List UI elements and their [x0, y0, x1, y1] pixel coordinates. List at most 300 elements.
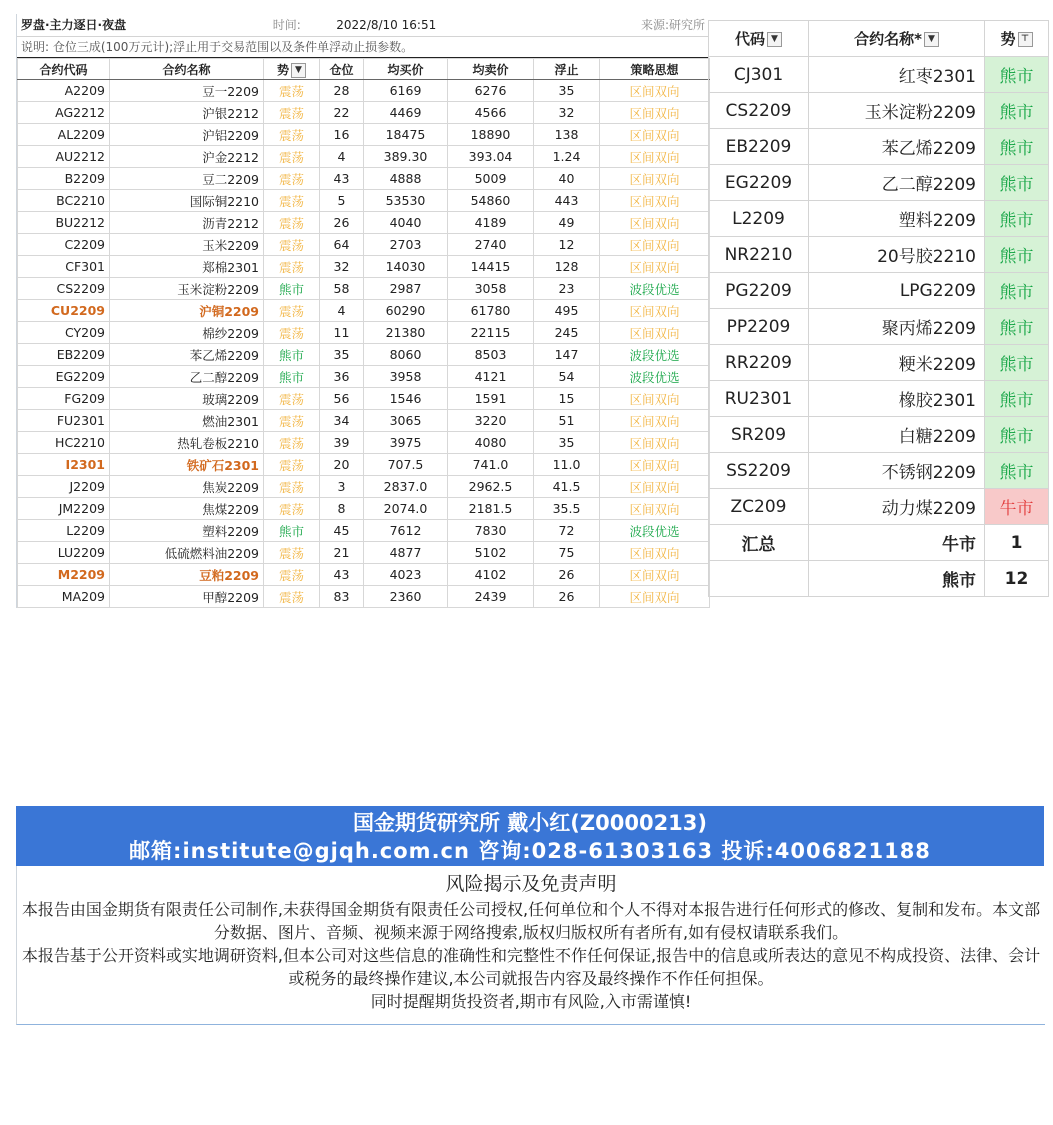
trend-row[interactable]	[709, 93, 1049, 129]
cell-float-stop[interactable]: 54	[534, 366, 600, 388]
cell-code[interactable]: JM2209	[18, 498, 110, 520]
table-row[interactable]	[18, 256, 710, 278]
trend-cell-trend[interactable]: 熊市	[985, 93, 1049, 129]
table-row[interactable]	[18, 212, 710, 234]
cell-avg-buy[interactable]: 3958	[364, 366, 448, 388]
cell-float-stop[interactable]: 41.5	[534, 476, 600, 498]
cell-name[interactable]: 豆粕2209	[110, 564, 264, 586]
cell-avg-sell[interactable]: 14415	[448, 256, 534, 278]
trend-cell-name[interactable]: 白糖2209	[809, 417, 985, 453]
trend-cell-code[interactable]: RR2209	[709, 345, 809, 381]
cell-strategy[interactable]: 波段优选	[600, 366, 710, 388]
cell-code[interactable]: B2209	[18, 168, 110, 190]
cell-strategy[interactable]: 区间双向	[600, 388, 710, 410]
cell-strategy[interactable]: 区间双向	[600, 498, 710, 520]
cell-trend[interactable]: 震荡	[264, 124, 320, 146]
cell-float-stop[interactable]: 35.5	[534, 498, 600, 520]
cell-float-stop[interactable]: 15	[534, 388, 600, 410]
trend-cell-name[interactable]: 粳米2209	[809, 345, 985, 381]
cell-code[interactable]: A2209	[18, 80, 110, 102]
trend-cell-name[interactable]: 苯乙烯2209	[809, 129, 985, 165]
cell-position[interactable]: 58	[320, 278, 364, 300]
cell-trend[interactable]: 震荡	[264, 542, 320, 564]
cell-avg-sell[interactable]: 1591	[448, 388, 534, 410]
cell-trend[interactable]: 震荡	[264, 256, 320, 278]
cell-position[interactable]: 4	[320, 300, 364, 322]
table-row[interactable]	[18, 366, 710, 388]
table-row[interactable]	[18, 564, 710, 586]
cell-strategy[interactable]: 区间双向	[600, 410, 710, 432]
cell-trend[interactable]: 震荡	[264, 388, 320, 410]
trend-row[interactable]	[709, 57, 1049, 93]
col-header-trend[interactable]	[264, 59, 320, 80]
trend-cell-code[interactable]: PG2209	[709, 273, 809, 309]
cell-avg-sell[interactable]: 4121	[448, 366, 534, 388]
trend-cell-code[interactable]: EB2209	[709, 129, 809, 165]
cell-position[interactable]: 43	[320, 168, 364, 190]
trend-cell-code[interactable]: SR209	[709, 417, 809, 453]
trend-cell-name[interactable]: 橡胶2301	[809, 381, 985, 417]
cell-avg-sell[interactable]: 5102	[448, 542, 534, 564]
cell-trend[interactable]: 震荡	[264, 432, 320, 454]
cell-avg-sell[interactable]: 5009	[448, 168, 534, 190]
cell-trend[interactable]: 熊市	[264, 278, 320, 300]
cell-code[interactable]: AL2209	[18, 124, 110, 146]
cell-avg-buy[interactable]: 14030	[364, 256, 448, 278]
disclaimer-warning: 同时提醒期货投资者,期市有风险,入市需谨慎!	[370, 992, 692, 1011]
cell-avg-sell[interactable]: 22115	[448, 322, 534, 344]
cell-strategy[interactable]: 区间双向	[600, 322, 710, 344]
cell-trend[interactable]: 震荡	[264, 564, 320, 586]
cell-name[interactable]: 低硫燃料油2209	[110, 542, 264, 564]
trend-row[interactable]	[709, 237, 1049, 273]
cell-name[interactable]: 沥青2212	[110, 212, 264, 234]
col-header-avg-buy[interactable]: 均买价	[364, 59, 448, 80]
cell-float-stop[interactable]: 26	[534, 586, 600, 608]
trend-table-body	[709, 57, 1049, 597]
cell-position[interactable]: 4	[320, 146, 364, 168]
cell-strategy[interactable]: 区间双向	[600, 102, 710, 124]
trend-cell-trend[interactable]: 熊市	[985, 309, 1049, 345]
trend-cell-trend[interactable]: 熊市	[985, 237, 1049, 273]
col-header-position[interactable]: 仓位	[320, 59, 364, 80]
source-label: 来源:研究所	[640, 18, 705, 32]
table-row[interactable]	[18, 388, 710, 410]
cell-avg-sell[interactable]: 4102	[448, 564, 534, 586]
cell-strategy[interactable]: 区间双向	[600, 234, 710, 256]
cell-float-stop[interactable]: 147	[534, 344, 600, 366]
cell-avg-sell[interactable]: 54860	[448, 190, 534, 212]
trend-cell-code[interactable]: L2209	[709, 201, 809, 237]
table-row[interactable]	[18, 520, 710, 542]
col-header-float-stop[interactable]: 浮止	[534, 59, 600, 80]
cell-code[interactable]: LU2209	[18, 542, 110, 564]
cell-name[interactable]: 焦煤2209	[110, 498, 264, 520]
trend-cell-trend[interactable]: 熊市	[985, 201, 1049, 237]
table-row[interactable]	[18, 146, 710, 168]
col-header-avg-sell[interactable]: 均卖价	[448, 59, 534, 80]
cell-code[interactable]: EG2209	[18, 366, 110, 388]
cell-position[interactable]: 28	[320, 80, 364, 102]
cell-float-stop[interactable]: 443	[534, 190, 600, 212]
table-row[interactable]	[18, 168, 710, 190]
cell-float-stop[interactable]: 72	[534, 520, 600, 542]
cell-avg-buy[interactable]: 4469	[364, 102, 448, 124]
cell-avg-buy[interactable]: 3975	[364, 432, 448, 454]
cell-code[interactable]: FG209	[18, 388, 110, 410]
trend-row[interactable]	[709, 165, 1049, 201]
cell-trend[interactable]: 震荡	[264, 80, 320, 102]
cell-name[interactable]: 苯乙烯2209	[110, 344, 264, 366]
trend-cell-trend[interactable]: 牛市	[985, 489, 1049, 525]
cell-strategy[interactable]: 区间双向	[600, 212, 710, 234]
banner-contact-line: 邮箱:institute@gjqh.com.cn 咨询:028-61303163 投诉:4006821188	[129, 839, 931, 863]
cell-avg-sell[interactable]: 61780	[448, 300, 534, 322]
cell-float-stop[interactable]: 12	[534, 234, 600, 256]
trend-col-trend[interactable]	[985, 21, 1049, 57]
disclaimer-section	[16, 866, 1045, 1025]
trend-row[interactable]	[709, 201, 1049, 237]
cell-trend[interactable]: 熊市	[264, 520, 320, 542]
cell-avg-buy[interactable]: 4023	[364, 564, 448, 586]
cell-avg-sell[interactable]: 2740	[448, 234, 534, 256]
filter-dropdown-icon[interactable]: ▼	[924, 32, 939, 47]
cell-float-stop[interactable]: 32	[534, 102, 600, 124]
cell-name[interactable]: 棉纱2209	[110, 322, 264, 344]
cell-avg-sell[interactable]: 2962.5	[448, 476, 534, 498]
cell-avg-sell[interactable]: 4566	[448, 102, 534, 124]
cell-code[interactable]: L2209	[18, 520, 110, 542]
table-row[interactable]	[18, 432, 710, 454]
cell-avg-buy[interactable]: 2074.0	[364, 498, 448, 520]
cell-strategy[interactable]: 区间双向	[600, 80, 710, 102]
filter-dropdown-icon[interactable]: ▼	[767, 32, 782, 47]
cell-name[interactable]: 铁矿石2301	[110, 454, 264, 476]
cell-strategy[interactable]: 区间双向	[600, 586, 710, 608]
cell-name[interactable]: 塑料2209	[110, 520, 264, 542]
cell-avg-buy[interactable]: 2360	[364, 586, 448, 608]
cell-position[interactable]: 20	[320, 454, 364, 476]
cell-trend[interactable]: 震荡	[264, 212, 320, 234]
filter-dropdown-icon[interactable]: ▼	[291, 63, 306, 78]
cell-code[interactable]: AG2212	[18, 102, 110, 124]
cell-float-stop[interactable]: 51	[534, 410, 600, 432]
cell-avg-buy[interactable]: 60290	[364, 300, 448, 322]
cell-strategy[interactable]: 区间双向	[600, 256, 710, 278]
cell-position[interactable]: 56	[320, 388, 364, 410]
cell-strategy[interactable]: 区间双向	[600, 146, 710, 168]
trend-row[interactable]	[709, 129, 1049, 165]
cell-position[interactable]: 22	[320, 102, 364, 124]
sheet-note: 说明: 仓位三成(100万元计);浮止用于交易范围以及条件单浮动止损参数。	[17, 37, 709, 58]
summary-trend-label: 熊市	[809, 561, 985, 597]
trend-row[interactable]	[709, 273, 1049, 309]
cell-position[interactable]: 36	[320, 366, 364, 388]
cell-float-stop[interactable]: 245	[534, 322, 600, 344]
cell-name[interactable]: 玉米淀粉2209	[110, 278, 264, 300]
trend-row[interactable]	[709, 489, 1049, 525]
cell-avg-sell[interactable]: 2181.5	[448, 498, 534, 520]
cell-trend[interactable]: 震荡	[264, 476, 320, 498]
cell-avg-buy[interactable]: 1546	[364, 388, 448, 410]
cell-strategy[interactable]: 区间双向	[600, 300, 710, 322]
cell-trend[interactable]: 震荡	[264, 190, 320, 212]
cell-code[interactable]: I2301	[18, 454, 110, 476]
cell-strategy[interactable]: 区间双向	[600, 564, 710, 586]
cell-name[interactable]: 玻璃2209	[110, 388, 264, 410]
cell-float-stop[interactable]: 49	[534, 212, 600, 234]
table-row[interactable]	[18, 454, 710, 476]
trend-cell-code[interactable]: CJ301	[709, 57, 809, 93]
contact-banner	[16, 806, 1044, 866]
cell-float-stop[interactable]: 23	[534, 278, 600, 300]
cell-trend[interactable]: 震荡	[264, 454, 320, 476]
cell-strategy[interactable]: 区间双向	[600, 432, 710, 454]
time-label: 时间:	[272, 18, 301, 32]
table-row[interactable]	[18, 190, 710, 212]
cell-code[interactable]: CF301	[18, 256, 110, 278]
cell-code[interactable]: MA209	[18, 586, 110, 608]
cell-name[interactable]: 沪金2212	[110, 146, 264, 168]
cell-name[interactable]: 豆二2209	[110, 168, 264, 190]
cell-float-stop[interactable]: 11.0	[534, 454, 600, 476]
summary-row	[709, 525, 1049, 561]
cell-position[interactable]: 64	[320, 234, 364, 256]
cell-position[interactable]: 83	[320, 586, 364, 608]
col-header-name[interactable]: 合约名称	[110, 59, 264, 80]
trend-cell-trend[interactable]: 熊市	[985, 417, 1049, 453]
cell-name[interactable]: 沪铜2209	[110, 300, 264, 322]
trend-cell-trend[interactable]: 熊市	[985, 453, 1049, 489]
cell-avg-buy[interactable]: 2703	[364, 234, 448, 256]
cell-avg-sell[interactable]: 7830	[448, 520, 534, 542]
cell-strategy[interactable]: 区间双向	[600, 124, 710, 146]
cell-strategy[interactable]: 波段优选	[600, 520, 710, 542]
cell-code[interactable]: EB2209	[18, 344, 110, 366]
trend-cell-code[interactable]: ZC209	[709, 489, 809, 525]
cell-strategy[interactable]: 区间双向	[600, 190, 710, 212]
cell-position[interactable]: 32	[320, 256, 364, 278]
cell-float-stop[interactable]: 138	[534, 124, 600, 146]
trend-cell-code[interactable]: CS2209	[709, 93, 809, 129]
cell-float-stop[interactable]: 35	[534, 80, 600, 102]
trend-cell-trend[interactable]: 熊市	[985, 57, 1049, 93]
trend-cell-name[interactable]: 塑料2209	[809, 201, 985, 237]
cell-avg-sell[interactable]: 741.0	[448, 454, 534, 476]
table-row[interactable]	[18, 124, 710, 146]
cell-position[interactable]: 8	[320, 498, 364, 520]
trend-cell-trend[interactable]: 熊市	[985, 129, 1049, 165]
cell-float-stop[interactable]: 40	[534, 168, 600, 190]
trend-cell-trend[interactable]: 熊市	[985, 165, 1049, 201]
table-row[interactable]	[18, 300, 710, 322]
cell-strategy[interactable]: 区间双向	[600, 476, 710, 498]
cell-position[interactable]: 43	[320, 564, 364, 586]
cell-avg-sell[interactable]: 3220	[448, 410, 534, 432]
trend-cell-name[interactable]: 20号胶2210	[809, 237, 985, 273]
cell-float-stop[interactable]: 1.24	[534, 146, 600, 168]
table-row[interactable]	[18, 278, 710, 300]
filter-active-icon[interactable]: ⊤	[1018, 32, 1033, 47]
cell-position[interactable]: 35	[320, 344, 364, 366]
trend-row[interactable]	[709, 381, 1049, 417]
cell-name[interactable]: 燃油2301	[110, 410, 264, 432]
cell-code[interactable]: M2209	[18, 564, 110, 586]
cell-trend[interactable]: 震荡	[264, 102, 320, 124]
cell-avg-buy[interactable]: 21380	[364, 322, 448, 344]
cell-trend[interactable]: 熊市	[264, 366, 320, 388]
trend-cell-code[interactable]: NR2210	[709, 237, 809, 273]
trend-col-code[interactable]	[709, 21, 809, 57]
cell-avg-buy[interactable]: 4877	[364, 542, 448, 564]
cell-avg-sell[interactable]: 3058	[448, 278, 534, 300]
cell-position[interactable]: 34	[320, 410, 364, 432]
trend-col-name[interactable]	[809, 21, 985, 57]
cell-trend[interactable]: 震荡	[264, 300, 320, 322]
table-row[interactable]	[18, 410, 710, 432]
trend-header-label: 势	[276, 62, 289, 77]
table-header-row	[18, 59, 710, 80]
cell-position[interactable]: 26	[320, 212, 364, 234]
cell-strategy[interactable]: 波段优选	[600, 344, 710, 366]
cell-code[interactable]: HC2210	[18, 432, 110, 454]
cell-avg-buy[interactable]: 3065	[364, 410, 448, 432]
trend-cell-code[interactable]: EG2209	[709, 165, 809, 201]
cell-avg-buy[interactable]: 2837.0	[364, 476, 448, 498]
cell-position[interactable]: 5	[320, 190, 364, 212]
table-row[interactable]	[18, 344, 710, 366]
cell-avg-sell[interactable]: 2439	[448, 586, 534, 608]
cell-float-stop[interactable]: 495	[534, 300, 600, 322]
table-row[interactable]	[18, 102, 710, 124]
cell-avg-sell[interactable]: 4189	[448, 212, 534, 234]
cell-code[interactable]: BC2210	[18, 190, 110, 212]
col-header-code[interactable]: 合约代码	[18, 59, 110, 80]
cell-avg-buy[interactable]: 4040	[364, 212, 448, 234]
trend-cell-code[interactable]: SS2209	[709, 453, 809, 489]
cell-strategy[interactable]: 区间双向	[600, 454, 710, 476]
col-header-strategy[interactable]: 策略思想	[600, 59, 710, 80]
cell-float-stop[interactable]: 26	[534, 564, 600, 586]
trend-col-name-label: 合约名称*	[854, 30, 922, 48]
cell-avg-buy[interactable]: 53530	[364, 190, 448, 212]
cell-position[interactable]: 16	[320, 124, 364, 146]
cell-avg-sell[interactable]: 8503	[448, 344, 534, 366]
cell-avg-buy[interactable]: 707.5	[364, 454, 448, 476]
cell-avg-buy[interactable]: 2987	[364, 278, 448, 300]
trend-col-trend-label: 势	[1000, 30, 1016, 48]
cell-name[interactable]: 沪铝2209	[110, 124, 264, 146]
cell-code[interactable]: BU2212	[18, 212, 110, 234]
cell-code[interactable]: CY209	[18, 322, 110, 344]
cell-name[interactable]: 甲醇2209	[110, 586, 264, 608]
trend-row[interactable]	[709, 417, 1049, 453]
cell-trend[interactable]: 震荡	[264, 322, 320, 344]
trend-row[interactable]	[709, 453, 1049, 489]
trend-cell-name[interactable]: 聚丙烯2209	[809, 309, 985, 345]
cell-float-stop[interactable]: 35	[534, 432, 600, 454]
cell-trend[interactable]: 震荡	[264, 234, 320, 256]
cell-position[interactable]: 21	[320, 542, 364, 564]
cell-avg-buy[interactable]: 8060	[364, 344, 448, 366]
trend-row[interactable]	[709, 345, 1049, 381]
cell-avg-sell[interactable]: 4080	[448, 432, 534, 454]
trend-cell-name[interactable]: 乙二醇2209	[809, 165, 985, 201]
table-row[interactable]	[18, 586, 710, 608]
trend-cell-name[interactable]: LPG2209	[809, 273, 985, 309]
cell-avg-buy[interactable]: 7612	[364, 520, 448, 542]
trend-row[interactable]	[709, 309, 1049, 345]
cell-code[interactable]: CS2209	[18, 278, 110, 300]
trend-cell-name[interactable]: 动力煤2209	[809, 489, 985, 525]
cell-trend[interactable]: 熊市	[264, 344, 320, 366]
table-row[interactable]	[18, 542, 710, 564]
cell-trend[interactable]: 震荡	[264, 498, 320, 520]
cell-code[interactable]: AU2212	[18, 146, 110, 168]
cell-name[interactable]: 热轧卷板2210	[110, 432, 264, 454]
cell-name[interactable]: 玉米2209	[110, 234, 264, 256]
cell-code[interactable]: J2209	[18, 476, 110, 498]
cell-avg-buy[interactable]: 18475	[364, 124, 448, 146]
cell-trend[interactable]: 震荡	[264, 410, 320, 432]
cell-strategy[interactable]: 波段优选	[600, 278, 710, 300]
cell-avg-buy[interactable]: 4888	[364, 168, 448, 190]
trend-cell-code[interactable]: PP2209	[709, 309, 809, 345]
cell-name[interactable]: 郑棉2301	[110, 256, 264, 278]
cell-trend[interactable]: 震荡	[264, 586, 320, 608]
cell-avg-sell[interactable]: 18890	[448, 124, 534, 146]
trend-cell-trend[interactable]: 熊市	[985, 273, 1049, 309]
cell-name[interactable]: 乙二醇2209	[110, 366, 264, 388]
cell-avg-buy[interactable]: 389.30	[364, 146, 448, 168]
table-row[interactable]	[18, 80, 710, 102]
trend-cell-trend[interactable]: 熊市	[985, 345, 1049, 381]
trend-cell-name[interactable]: 玉米淀粉2209	[809, 93, 985, 129]
cell-name[interactable]: 沪银2212	[110, 102, 264, 124]
cell-float-stop[interactable]: 75	[534, 542, 600, 564]
cell-position[interactable]: 39	[320, 432, 364, 454]
cell-code[interactable]: FU2301	[18, 410, 110, 432]
cell-position[interactable]: 45	[320, 520, 364, 542]
cell-code[interactable]: C2209	[18, 234, 110, 256]
trend-cell-code[interactable]: RU2301	[709, 381, 809, 417]
cell-trend[interactable]: 震荡	[264, 168, 320, 190]
contract-table	[17, 58, 710, 608]
cell-position[interactable]: 3	[320, 476, 364, 498]
cell-avg-sell[interactable]: 6276	[448, 80, 534, 102]
cell-trend[interactable]: 震荡	[264, 146, 320, 168]
cell-name[interactable]: 国际铜2210	[110, 190, 264, 212]
trend-cell-trend[interactable]: 熊市	[985, 381, 1049, 417]
cell-position[interactable]: 11	[320, 322, 364, 344]
cell-strategy[interactable]: 区间双向	[600, 168, 710, 190]
cell-strategy[interactable]: 区间双向	[600, 542, 710, 564]
cell-float-stop[interactable]: 128	[534, 256, 600, 278]
cell-name[interactable]: 焦炭2209	[110, 476, 264, 498]
disclaimer-paragraph: 本报告基于公开资料或实地调研资料,但本公司对这些信息的准确性和完整性不作任何保证,报告中的信息或所表达的意见不构成投资、法律、会计或税务的最终操作建议,本公司就报告内容及最终操作不作任何担保。	[21, 946, 1041, 988]
cell-name[interactable]: 豆一2209	[110, 80, 264, 102]
trend-cell-name[interactable]: 不锈钢2209	[809, 453, 985, 489]
table-row[interactable]	[18, 322, 710, 344]
table-row[interactable]	[18, 498, 710, 520]
trend-cell-name[interactable]: 红枣2301	[809, 57, 985, 93]
cell-code[interactable]: CU2209	[18, 300, 110, 322]
cell-avg-sell[interactable]: 393.04	[448, 146, 534, 168]
table-row[interactable]	[18, 476, 710, 498]
cell-avg-buy[interactable]: 6169	[364, 80, 448, 102]
table-row[interactable]	[18, 234, 710, 256]
main-sheet	[16, 14, 709, 608]
